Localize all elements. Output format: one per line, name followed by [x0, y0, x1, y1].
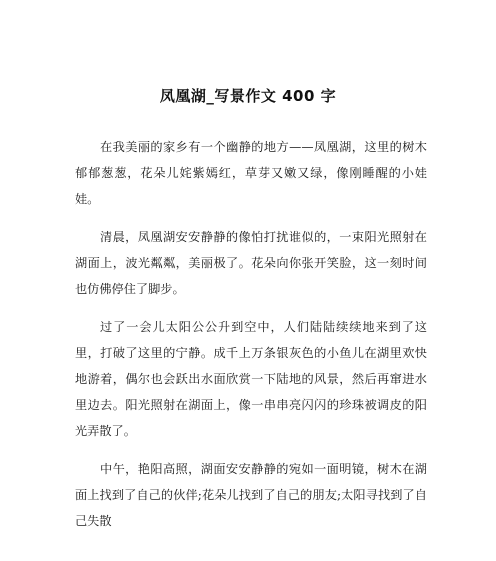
document-body [75, 135, 427, 535]
paragraph: 清晨，凤凰湖安安静静的像怕打扰谁似的，一束阳光照射在湖面上，波光粼粼，美丽极了。花朵向你张开笑脸，这一刻时间也仿佛停住了脚步。 [75, 230, 427, 296]
paragraph: 在我美丽的家乡有一个幽静的地方——凤凰湖，这里的树木郁郁葱葱，花朵儿姹紫嫣红，草芽又嫩又绿，像刚睡醒的小娃娃。 [75, 140, 427, 206]
paragraph: 过了一会儿太阳公公升到空中，人们陆陆续续地来到了这里，打破了这里的宁静。成千上万条银灰色的小鱼儿在湖里欢快地游着，偶尔也会跃出水面欣赏一下陆地的风景，然后再窜进水里边去。阳光照射在湖面上，像一串串亮闪闪的珍珠被调皮的阳光弄散了。 [75, 320, 427, 438]
paragraph: 中午，艳阳高照，湖面安安静静的宛如一面明镜，树木在湖面上找到了自己的伙伴;花朵儿找到了自己的朋友;太阳寻找到了自己失散 [75, 462, 427, 528]
document-title: 凤凰湖_写景作文 400 字 [159, 87, 337, 105]
